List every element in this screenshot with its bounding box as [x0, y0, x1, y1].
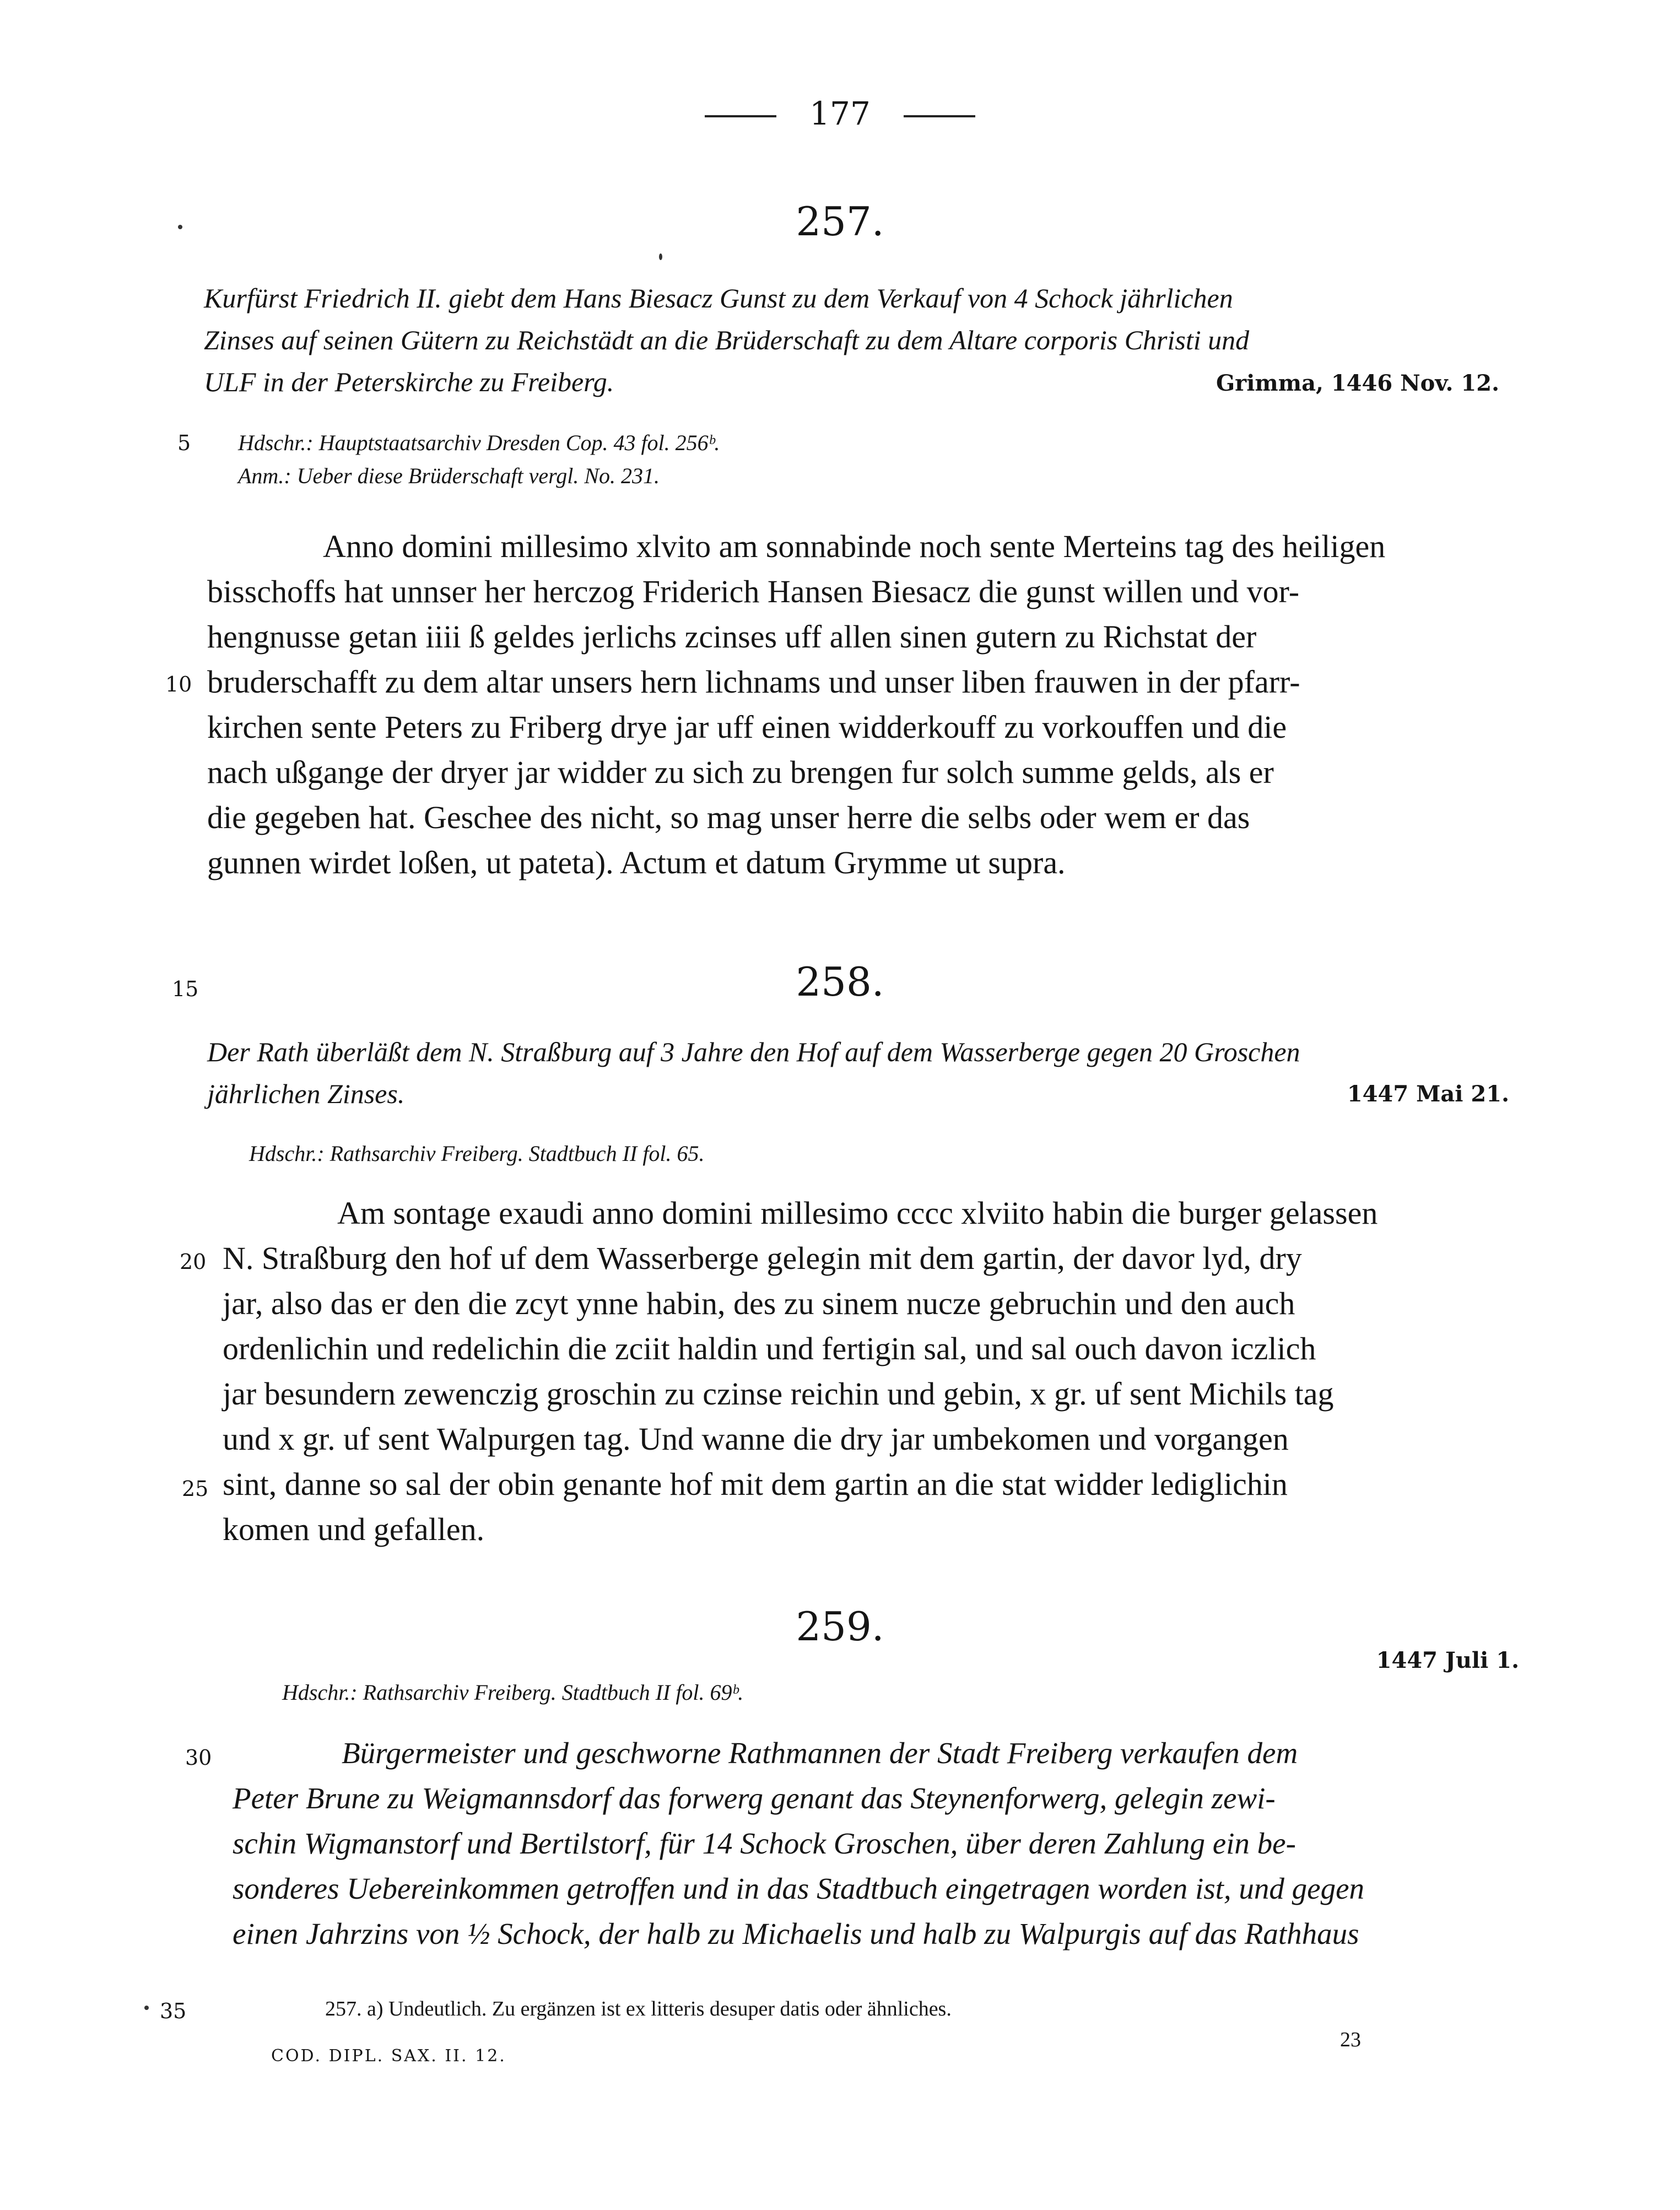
doc-258-text-line: N. Straßburg den hof uf dem Wasserberge gelegin mit dem gartin, der davor lyd, dry: [223, 1240, 1302, 1276]
doc-257-regest-line: ULF in der Peterskirche zu Freiberg.: [204, 366, 614, 397]
line-number: 35: [160, 1999, 187, 2023]
line-number: 25: [182, 1477, 209, 1501]
doc-259-text-line: Bürgermeister und geschworne Rathmannen der Stadt Freiberg verkaufen dem: [342, 1736, 1298, 1770]
page-number: [0, 95, 1680, 132]
doc-258-number: 258.: [796, 959, 884, 1005]
doc-257-source: Hdschr.: Hauptstaatsarchiv Dresden Cop. 43 fol. 256ᵇ.: [238, 430, 720, 455]
doc-259-text-line: schin Wigmanstorf und Bertilstorf, für 14 Schock Groschen, über deren Zahlung ein be-: [233, 1827, 1296, 1860]
doc-259-text-line: sonderes Uebereinkommen getroffen und in das Stadtbuch eingetragen worden ist, und gegen: [233, 1872, 1364, 1905]
doc-257-regest-line: Kurfürst Friedrich II. giebt dem Hans Biesacz Gunst zu dem Verkauf von 4 Schock jährlichen: [204, 283, 1233, 314]
doc-257-text-line: die gegeben hat. Geschee des nicht, so mag unser herre die selbs oder wem er das: [207, 799, 1250, 835]
doc-257-text-line: gunnen wirdet loßen, ut pateta). Actum et datum Grymme ut supra.: [207, 845, 1066, 880]
doc-257-text-line: bisschoffs hat unnser her herczog Friderich Hansen Biesacz die gunst willen und vor-: [207, 574, 1300, 609]
doc-258-source: Hdschr.: Rathsarchiv Freiberg. Stadtbuch II fol. 65.: [249, 1141, 705, 1166]
doc-258-regest-line: jährlichen Zinses.: [207, 1078, 405, 1109]
doc-258-text-line: ordenlichin und redelichin die zciit haldin und fertigin sal, und sal ouch davon iczlich: [223, 1331, 1316, 1366]
doc-257-date: Grimma, 1446 Nov. 12.: [1216, 370, 1499, 396]
doc-259-number: 259.: [796, 1603, 884, 1650]
doc-259-text-line: einen Jahrzins von ½ Schock, der halb zu Michaelis und halb zu Walpurgis auf das Rathhaus: [233, 1917, 1359, 1950]
doc-259-date: 1447 Juli 1.: [1376, 1647, 1519, 1673]
doc-258-text-line: komen und gefallen.: [223, 1511, 485, 1547]
doc-258-text-line: Am sontage exaudi anno domini millesimo cccc xlviito habin die burger gelassen: [337, 1195, 1378, 1231]
doc-257-text-line: hengnusse getan iiii ß geldes jerlichs zcinses uff allen sinen gutern zu Richstat der: [207, 619, 1257, 655]
doc-258-regest-line: Der Rath überläßt dem N. Straßburg auf 3 Jahre den Hof auf dem Wasserberge gegen 20 Groschen: [207, 1036, 1300, 1067]
doc-258-text-line: jar besundern zewenczig groschin zu czinse reichin und gebin, x gr. uf sent Michils tag: [223, 1376, 1334, 1412]
stray-dot: [144, 2006, 149, 2010]
line-number: 15: [172, 977, 199, 1001]
doc-257-text-line: nach ußgange der dryer jar widder zu sich zu brengen fur solch summe gelds, als er: [207, 754, 1274, 790]
footnote-257a: 257. a) Undeutlich. Zu ergänzen ist ex litteris desuper datis oder ähnliches.: [325, 1997, 952, 2020]
doc-258-text-line: und x gr. uf sent Walpurgen tag. Und wanne die dry jar umbekomen und vorgangen: [223, 1421, 1289, 1457]
signature-left: COD. DIPL. SAX. II. 12.: [271, 2046, 506, 2066]
doc-258-date: 1447 Mai 21.: [1347, 1081, 1509, 1107]
doc-258-text-line: sint, danne so sal der obin genante hof mit dem gartin an die stat widder lediglichin: [223, 1466, 1288, 1502]
line-number: 5: [177, 431, 191, 455]
page-number-text: 177: [809, 95, 871, 132]
header-rule-right: [904, 115, 975, 117]
doc-259-source: Hdschr.: Rathsarchiv Freiberg. Stadtbuch II fol. 69ᵇ.: [282, 1680, 744, 1705]
header-rule-left: [705, 115, 776, 117]
doc-257-regest-line: Zinses auf seinen Gütern zu Reichstädt an die Brüderschaft zu dem Altare corporis Christi und: [204, 325, 1250, 355]
stray-mark: [659, 253, 662, 260]
doc-257-number: 257.: [796, 198, 884, 245]
doc-257-text-line: bruderschafft zu dem altar unsers hern lichnams und unser liben frauwen in der pfarr-: [207, 664, 1300, 700]
doc-257-note: Anm.: Ueber diese Brüderschaft vergl. No. 231.: [238, 463, 660, 488]
doc-257-text-line: kirchen sente Peters zu Friberg drye jar uff einen widderkouff zu vorkouffen und die: [207, 709, 1287, 745]
signature-right: 23: [1340, 2028, 1361, 2051]
line-number: 20: [180, 1250, 207, 1274]
line-number: 30: [185, 1746, 212, 1770]
doc-257-text-line: Anno domini millesimo xlvito am sonnabinde noch sente Merteins tag des heiligen: [323, 528, 1386, 564]
doc-259-text-line: Peter Brune zu Weigmannsdorf das forwerg genant das Steynenforwerg, gelegin zewi-: [233, 1781, 1276, 1815]
line-number: 10: [165, 672, 192, 696]
doc-258-text-line: jar, also das er den die zcyt ynne habin, des zu sinem nucze gebruchin und den auch: [223, 1285, 1295, 1321]
